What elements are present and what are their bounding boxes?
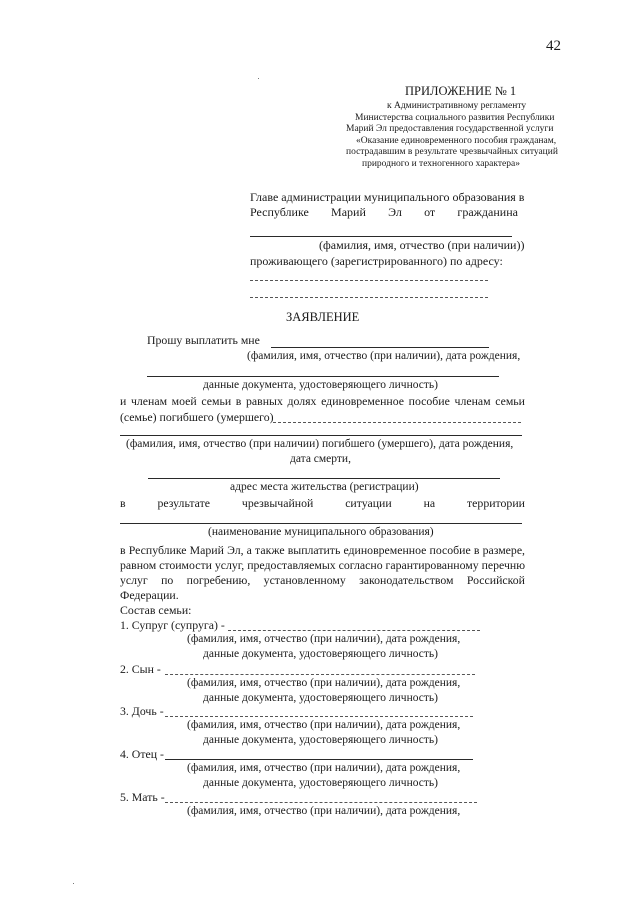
territory-word: ситуации [345,496,392,510]
paragraph-line: в Республике Марий Эл, а также выплатить единовременное пособие в размере, [120,543,525,557]
applicant-name-field[interactable] [250,236,512,237]
regulation-line: природного и техногенного характера» [362,158,520,169]
family-member-hint: (фамилия, имя, отчество (при наличии), дата рождения, [187,762,461,774]
daughter-field[interactable] [165,716,473,717]
territory-word: в [120,496,126,510]
regulation-line: пострадавшим в результате чрезвычайных ситуаций [346,147,558,158]
family-member-label: 4. Отец - [120,747,164,761]
family-member-hint: данные документа, удостоверяющего личность) [203,692,438,704]
statement-heading: ЗАЯВЛЕНИЕ [286,310,360,324]
addressee-word: Эл [388,205,402,220]
addressee-word: гражданина [457,205,518,220]
residence-field[interactable] [148,478,500,479]
regulation-line: «Оказание единовременного пособия гражданам, [356,135,557,146]
applicant-details-hint: (фамилия, имя, отчество (при наличии), дата рождения, [247,350,521,362]
applicant-details-field[interactable] [271,347,489,348]
request-text: Прошу выплатить мне [147,333,260,347]
page-number: 42 [546,38,561,54]
family-member-hint: (фамилия, имя, отчество (при наличии), дата рождения, [187,633,461,645]
municipality-hint: (наименование муниципального образования) [208,526,434,538]
family-member-label: 5. Мать - [120,790,165,804]
deceased-details-field[interactable] [120,435,522,436]
addressee-word: Марий [331,205,366,220]
address-field-line2[interactable] [250,297,488,298]
family-member-hint: (фамилия, имя, отчество (при наличии), дата рождения, [187,805,461,817]
addressee-block [250,190,525,221]
territory-line [120,496,525,511]
territory-word: на [423,496,436,510]
deceased-hint-line2: дата смерти, [290,453,351,465]
family-member-hint: данные документа, удостоверяющего личность) [203,734,438,746]
deceased-hint-line1: (фамилия, имя, отчество (при наличии) погибшего (умершего), дата рождения, [126,438,514,450]
regulation-line: к Административному регламенту [387,101,527,111]
family-member-hint: данные документа, удостоверяющего личность) [203,777,438,789]
regulation-reference [0,101,640,171]
addressee-word: от [424,205,436,220]
paragraph-line: Федерации. [120,588,179,602]
deceased-label: (семье) погибшего (умершего) [120,410,274,424]
family-member-hint: (фамилия, имя, отчество (при наличии), дата рождения, [187,719,461,731]
address-label: проживающего (зарегистрированного) по адресу: [250,254,503,268]
spouse-field[interactable] [228,630,480,631]
applicant-name-hint: (фамилия, имя, отчество (при наличии)) [319,238,525,252]
addressee-line-justified [250,205,518,220]
son-field[interactable] [165,674,475,675]
residence-hint: адрес места жительства (регистрации) [230,481,419,493]
scan-speck [258,78,259,79]
father-field[interactable] [165,759,473,760]
deceased-name-field[interactable] [273,422,521,423]
appendix-title: ПРИЛОЖЕНИЕ № 1 [405,84,517,98]
territory-word: территории [467,496,525,510]
applicant-document-field[interactable] [147,376,499,377]
family-composition-label: Состав семьи: [120,603,192,617]
territory-word: результате [157,496,210,510]
family-member-hint: (фамилия, имя, отчество (при наличии), дата рождения, [187,677,461,689]
regulation-line: Марий Эл предоставления государственной услуги [346,124,554,135]
applicant-document-hint: данные документа, удостоверяющего личность) [203,379,438,391]
scan-speck [73,883,74,884]
paragraph-line: услуг по погребению, установленному законодательством Российской [120,573,525,587]
addressee-word: Республике [250,205,309,220]
family-member-hint: данные документа, удостоверяющего личность) [203,648,438,660]
municipality-field[interactable] [120,523,522,524]
family-member-label: 3. Дочь - [120,704,164,718]
address-field-line1[interactable] [250,280,488,281]
territory-word: чрезвычайной [241,496,314,510]
paragraph-line: равном стоимости услуг, предоставляемых согласно гарантированному перечню [120,558,526,572]
family-member-label: 1. Супруг (супруга) - [120,618,225,632]
family-members-text: и членам моей семьи в равных долях единовременное пособие членам семьи [120,394,525,408]
regulation-line: Министерства социального развития Республики [355,112,555,123]
mother-field[interactable] [165,802,477,803]
family-member-label: 2. Сын - [120,662,161,676]
addressee-line: Главе администрации муниципального образования в [250,190,525,204]
